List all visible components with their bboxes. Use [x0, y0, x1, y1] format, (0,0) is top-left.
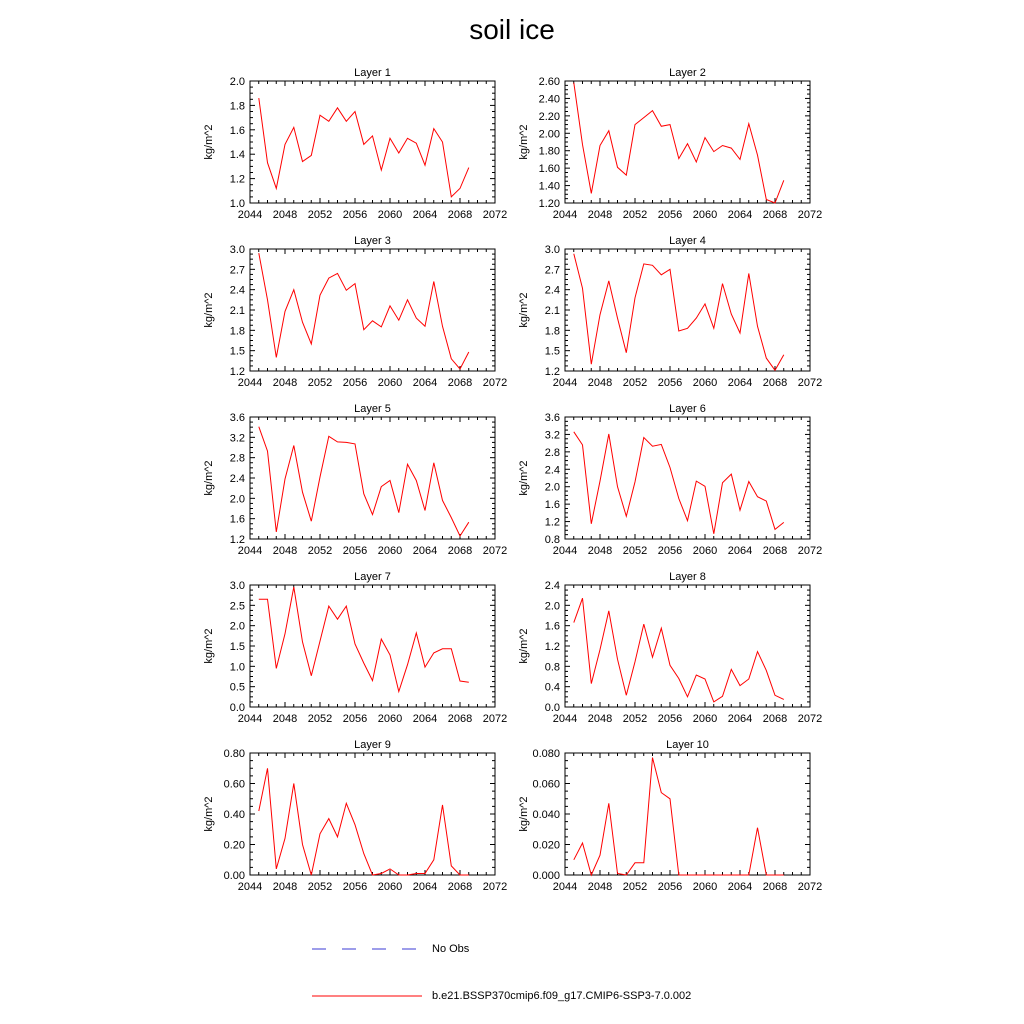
- layer-6-xtick-label: 2064: [727, 545, 753, 557]
- layer-5-xtick-label: 2068: [447, 545, 473, 557]
- layer-8-ytick-label: 0.4: [544, 681, 560, 694]
- layer-5-ytick-label: 1.6: [229, 513, 245, 526]
- layer-4-xtick-label: 2044: [552, 377, 578, 389]
- layer-8-xtick-label: 2048: [587, 713, 613, 725]
- layer-7-ytick-label: 2.0: [229, 620, 245, 633]
- layer-2-ytick-label: 1.40: [538, 180, 560, 193]
- layer-7-frame: [250, 585, 495, 707]
- layer-1-ytick-label: 1.0: [229, 198, 245, 210]
- layer-8-ylabel: kg/m^2: [518, 628, 530, 664]
- layer-2-xtick-label: 2052: [622, 209, 648, 221]
- layer-10-ylabel: kg/m^2: [518, 796, 530, 832]
- layer-6-series-line: [574, 432, 784, 534]
- layer-9-title: Layer 9: [354, 739, 391, 751]
- layer-8-frame: [565, 585, 810, 707]
- layer-9-xtick-label: 2056: [342, 881, 368, 893]
- layer-8-xtick-label: 2060: [692, 713, 718, 725]
- layer-10-xtick-label: 2064: [727, 881, 753, 893]
- layer-3-ytick-label: 1.5: [229, 345, 245, 358]
- layer-3-xtick-label: 2068: [447, 377, 473, 389]
- layer-6-ytick-label: 2.0: [544, 481, 560, 494]
- layer-5-ytick-label: 1.2: [229, 534, 245, 546]
- layer-9-series-line: [259, 768, 469, 875]
- layer-5-ytick-label: 2.8: [229, 452, 245, 465]
- layer-2-ytick-label: 1.80: [538, 145, 560, 158]
- layer-7-xtick-label: 2048: [272, 713, 298, 725]
- layer-1-xtick-label: 2052: [307, 209, 333, 221]
- layer-6-ytick-label: 1.2: [544, 516, 560, 529]
- layer-2-ytick-label: 2.00: [538, 128, 560, 141]
- layer-8-ytick-label: 1.6: [544, 620, 560, 633]
- layer-3-ylabel: kg/m^2: [203, 292, 215, 328]
- layer-7-xtick-label: 2060: [377, 713, 403, 725]
- layer-9-ytick-label: 0.20: [223, 839, 245, 852]
- page-title: soil ice: [469, 14, 555, 45]
- layer-3-title: Layer 3: [354, 235, 391, 247]
- layer-1-ytick-label: 1.4: [229, 149, 245, 162]
- layer-1-ytick-label: 2.0: [229, 76, 245, 88]
- layer-2-ytick-label: 2.40: [538, 93, 560, 106]
- layer-8-ytick-label: 2.4: [544, 580, 560, 592]
- legend-no-obs-swatch: [312, 944, 422, 954]
- layer-6-xtick-label: 2056: [657, 545, 683, 557]
- layer-5-title: Layer 5: [354, 403, 391, 415]
- layer-6-xtick-label: 2068: [762, 545, 788, 557]
- layer-10-xtick-label: 2056: [657, 881, 683, 893]
- layer-1-series-line: [259, 98, 469, 197]
- layer-3-xtick-label: 2064: [412, 377, 438, 389]
- layer-1-xtick-label: 2060: [377, 209, 403, 221]
- layer-1-xtick-label: 2048: [272, 209, 298, 221]
- layer-9-frame: [250, 753, 495, 875]
- layer-9-ylabel: kg/m^2: [203, 796, 215, 832]
- layer-7-ytick-label: 1.5: [229, 641, 245, 653]
- layer-4-ytick-label: 2.4: [544, 284, 560, 297]
- layer-7-series-line: [259, 587, 469, 692]
- legend-series-swatch: [312, 991, 422, 1001]
- layer-1-ylabel: kg/m^2: [203, 124, 215, 160]
- layer-5-ytick-label: 3.6: [229, 412, 245, 424]
- layer-4-xtick-label: 2056: [657, 377, 683, 389]
- layer-5-frame: [250, 417, 495, 539]
- layer-2-series-line: [574, 83, 784, 203]
- layer-9-ytick-label: 0.00: [223, 870, 245, 882]
- layer-10-title: Layer 10: [666, 739, 709, 751]
- layer-4-ytick-label: 3.0: [544, 244, 560, 256]
- layer-10-xtick-label: 2068: [762, 881, 788, 893]
- layer-8-xtick-label: 2064: [727, 713, 753, 725]
- layer-2-xtick-label: 2064: [727, 209, 753, 221]
- layer-4-ytick-label: 2.1: [544, 305, 560, 317]
- layer-6-ytick-label: 3.2: [544, 429, 560, 442]
- layer-10-frame: [565, 753, 810, 875]
- layer-5-xtick-label: 2064: [412, 545, 438, 557]
- layer-9-xtick-label: 2048: [272, 881, 298, 893]
- layer-8-xtick-label: 2068: [762, 713, 788, 725]
- layer-8-ytick-label: 0.8: [544, 661, 560, 674]
- layer-5-xtick-label: 2060: [377, 545, 403, 557]
- layer-6-ytick-label: 0.8: [544, 534, 560, 546]
- layer-7-xtick-label: 2072: [482, 713, 508, 725]
- layer-1-xtick-label: 2064: [412, 209, 438, 221]
- layer-6-xtick-label: 2060: [692, 545, 718, 557]
- layer-6-title: Layer 6: [669, 403, 706, 415]
- layer-2-ylabel: kg/m^2: [518, 124, 530, 160]
- layer-8-xtick-label: 2044: [552, 713, 578, 725]
- layer-3-ytick-label: 2.1: [229, 305, 245, 317]
- layer-1-ytick-label: 1.8: [229, 100, 245, 113]
- layer-1-ytick-label: 1.2: [229, 173, 245, 186]
- layer-3-xtick-label: 2044: [237, 377, 263, 389]
- layer-10-xtick-label: 2044: [552, 881, 578, 893]
- layer-1-xtick-label: 2056: [342, 209, 368, 221]
- layer-1-xtick-label: 2068: [447, 209, 473, 221]
- layer-6-ytick-label: 2.4: [544, 464, 560, 477]
- layer-6-xtick-label: 2044: [552, 545, 578, 557]
- layer-7-xtick-label: 2056: [342, 713, 368, 725]
- layer-6-ytick-label: 3.6: [544, 412, 560, 424]
- layer-7-ytick-label: 2.5: [229, 600, 245, 613]
- layer-10-xtick-label: 2072: [797, 881, 823, 893]
- layer-3-ytick-label: 1.8: [229, 325, 245, 338]
- layer-7-xtick-label: 2052: [307, 713, 333, 725]
- layer-8-xtick-label: 2056: [657, 713, 683, 725]
- layer-10-xtick-label: 2048: [587, 881, 613, 893]
- layer-4-ytick-label: 2.7: [544, 264, 560, 277]
- layer-4-xtick-label: 2052: [622, 377, 648, 389]
- layer-1-title: Layer 1: [354, 67, 391, 79]
- layer-3-ytick-label: 3.0: [229, 244, 245, 256]
- layer-4-ytick-label: 1.2: [544, 366, 560, 378]
- layer-9-xtick-label: 2044: [237, 881, 263, 893]
- layer-7-xtick-label: 2064: [412, 713, 438, 725]
- layer-4-xtick-label: 2060: [692, 377, 718, 389]
- layer-4-series-line: [574, 254, 784, 371]
- layer-5-ylabel: kg/m^2: [203, 460, 215, 496]
- layer-8-series-line: [574, 598, 784, 702]
- layer-3-xtick-label: 2052: [307, 377, 333, 389]
- layer-7-ytick-label: 0.5: [229, 681, 245, 694]
- layer-2-ytick-label: 2.20: [538, 110, 560, 123]
- layer-7-xtick-label: 2044: [237, 713, 263, 725]
- layer-4-xtick-label: 2048: [587, 377, 613, 389]
- layer-10-xtick-label: 2052: [622, 881, 648, 893]
- layer-6-ytick-label: 2.8: [544, 446, 560, 459]
- layer-2-xtick-label: 2048: [587, 209, 613, 221]
- layer-5-series-line: [259, 427, 469, 536]
- layer-4-xtick-label: 2064: [727, 377, 753, 389]
- layer-10-xtick-label: 2060: [692, 881, 718, 893]
- layer-2-xtick-label: 2060: [692, 209, 718, 221]
- layer-10-ytick-label: 0.060: [532, 778, 560, 791]
- layer-2-ytick-label: 1.20: [538, 198, 560, 210]
- layer-4-ytick-label: 1.8: [544, 325, 560, 338]
- layer-8-ytick-label: 1.2: [544, 641, 560, 653]
- layer-6-xtick-label: 2048: [587, 545, 613, 557]
- layer-6-ylabel: kg/m^2: [518, 460, 530, 496]
- layer-9-xtick-label: 2072: [482, 881, 508, 893]
- layer-1-xtick-label: 2044: [237, 209, 263, 221]
- layer-3-xtick-label: 2048: [272, 377, 298, 389]
- layer-10-ytick-label: 0.020: [532, 839, 560, 852]
- layer-4-ylabel: kg/m^2: [518, 292, 530, 328]
- layer-5-xtick-label: 2072: [482, 545, 508, 557]
- layer-8-ytick-label: 2.0: [544, 600, 560, 613]
- layer-2-xtick-label: 2072: [797, 209, 823, 221]
- layer-9-ytick-label: 0.80: [223, 748, 245, 760]
- layer-7-xtick-label: 2068: [447, 713, 473, 725]
- layer-7-ytick-label: 0.0: [229, 702, 245, 714]
- layer-7-ytick-label: 1.0: [229, 661, 245, 674]
- layer-7-ytick-label: 3.0: [229, 580, 245, 592]
- layer-3-xtick-label: 2060: [377, 377, 403, 389]
- layer-1-xtick-label: 2072: [482, 209, 508, 221]
- layer-4-ytick-label: 1.5: [544, 345, 560, 358]
- layer-9-xtick-label: 2068: [447, 881, 473, 893]
- layer-4-xtick-label: 2068: [762, 377, 788, 389]
- layer-9-ytick-label: 0.40: [223, 809, 245, 821]
- layer-3-ytick-label: 1.2: [229, 366, 245, 378]
- layer-2-title: Layer 2: [669, 67, 706, 79]
- layer-3-xtick-label: 2056: [342, 377, 368, 389]
- layer-10-ytick-label: 0.080: [532, 748, 560, 760]
- layer-3-ytick-label: 2.4: [229, 284, 245, 297]
- layer-8-title: Layer 8: [669, 571, 706, 583]
- layer-7-title: Layer 7: [354, 571, 391, 583]
- layer-3-series-line: [259, 253, 469, 369]
- layer-2-ytick-label: 2.60: [538, 76, 560, 88]
- layer-8-xtick-label: 2072: [797, 713, 823, 725]
- layer-6-xtick-label: 2052: [622, 545, 648, 557]
- layer-4-title: Layer 4: [669, 235, 706, 247]
- layer-9-ytick-label: 0.60: [223, 778, 245, 791]
- layer-5-xtick-label: 2048: [272, 545, 298, 557]
- layer-3-xtick-label: 2072: [482, 377, 508, 389]
- layer-6-ytick-label: 1.6: [544, 499, 560, 512]
- layer-5-xtick-label: 2056: [342, 545, 368, 557]
- layer-1-ytick-label: 1.6: [229, 124, 245, 137]
- layer-4-xtick-label: 2072: [797, 377, 823, 389]
- layer-2-xtick-label: 2056: [657, 209, 683, 221]
- layer-2-ytick-label: 1.60: [538, 163, 560, 176]
- layer-4-frame: [565, 249, 810, 371]
- layer-9-xtick-label: 2060: [377, 881, 403, 893]
- layer-9-xtick-label: 2064: [412, 881, 438, 893]
- layer-8-ytick-label: 0.0: [544, 702, 560, 714]
- layer-5-ytick-label: 3.2: [229, 432, 245, 445]
- layer-3-ytick-label: 2.7: [229, 264, 245, 277]
- layer-5-ytick-label: 2.0: [229, 493, 245, 506]
- layer-8-xtick-label: 2052: [622, 713, 648, 725]
- layer-10-ytick-label: 0.000: [532, 870, 560, 882]
- legend-no-obs-label: No Obs: [432, 943, 470, 955]
- layer-10-series-line: [574, 758, 784, 875]
- layer-10-ytick-label: 0.040: [532, 809, 560, 821]
- layer-6-xtick-label: 2072: [797, 545, 823, 557]
- layer-7-ylabel: kg/m^2: [203, 628, 215, 664]
- legend-series-label: b.e21.BSSP370cmip6.f09_g17.CMIP6-SSP3-7.0.002: [432, 990, 692, 1002]
- layer-3-frame: [250, 249, 495, 371]
- layer-5-ytick-label: 2.4: [229, 473, 245, 485]
- layer-2-xtick-label: 2044: [552, 209, 578, 221]
- layer-9-xtick-label: 2052: [307, 881, 333, 893]
- layer-2-xtick-label: 2068: [762, 209, 788, 221]
- layer-5-xtick-label: 2044: [237, 545, 263, 557]
- layer-5-xtick-label: 2052: [307, 545, 333, 557]
